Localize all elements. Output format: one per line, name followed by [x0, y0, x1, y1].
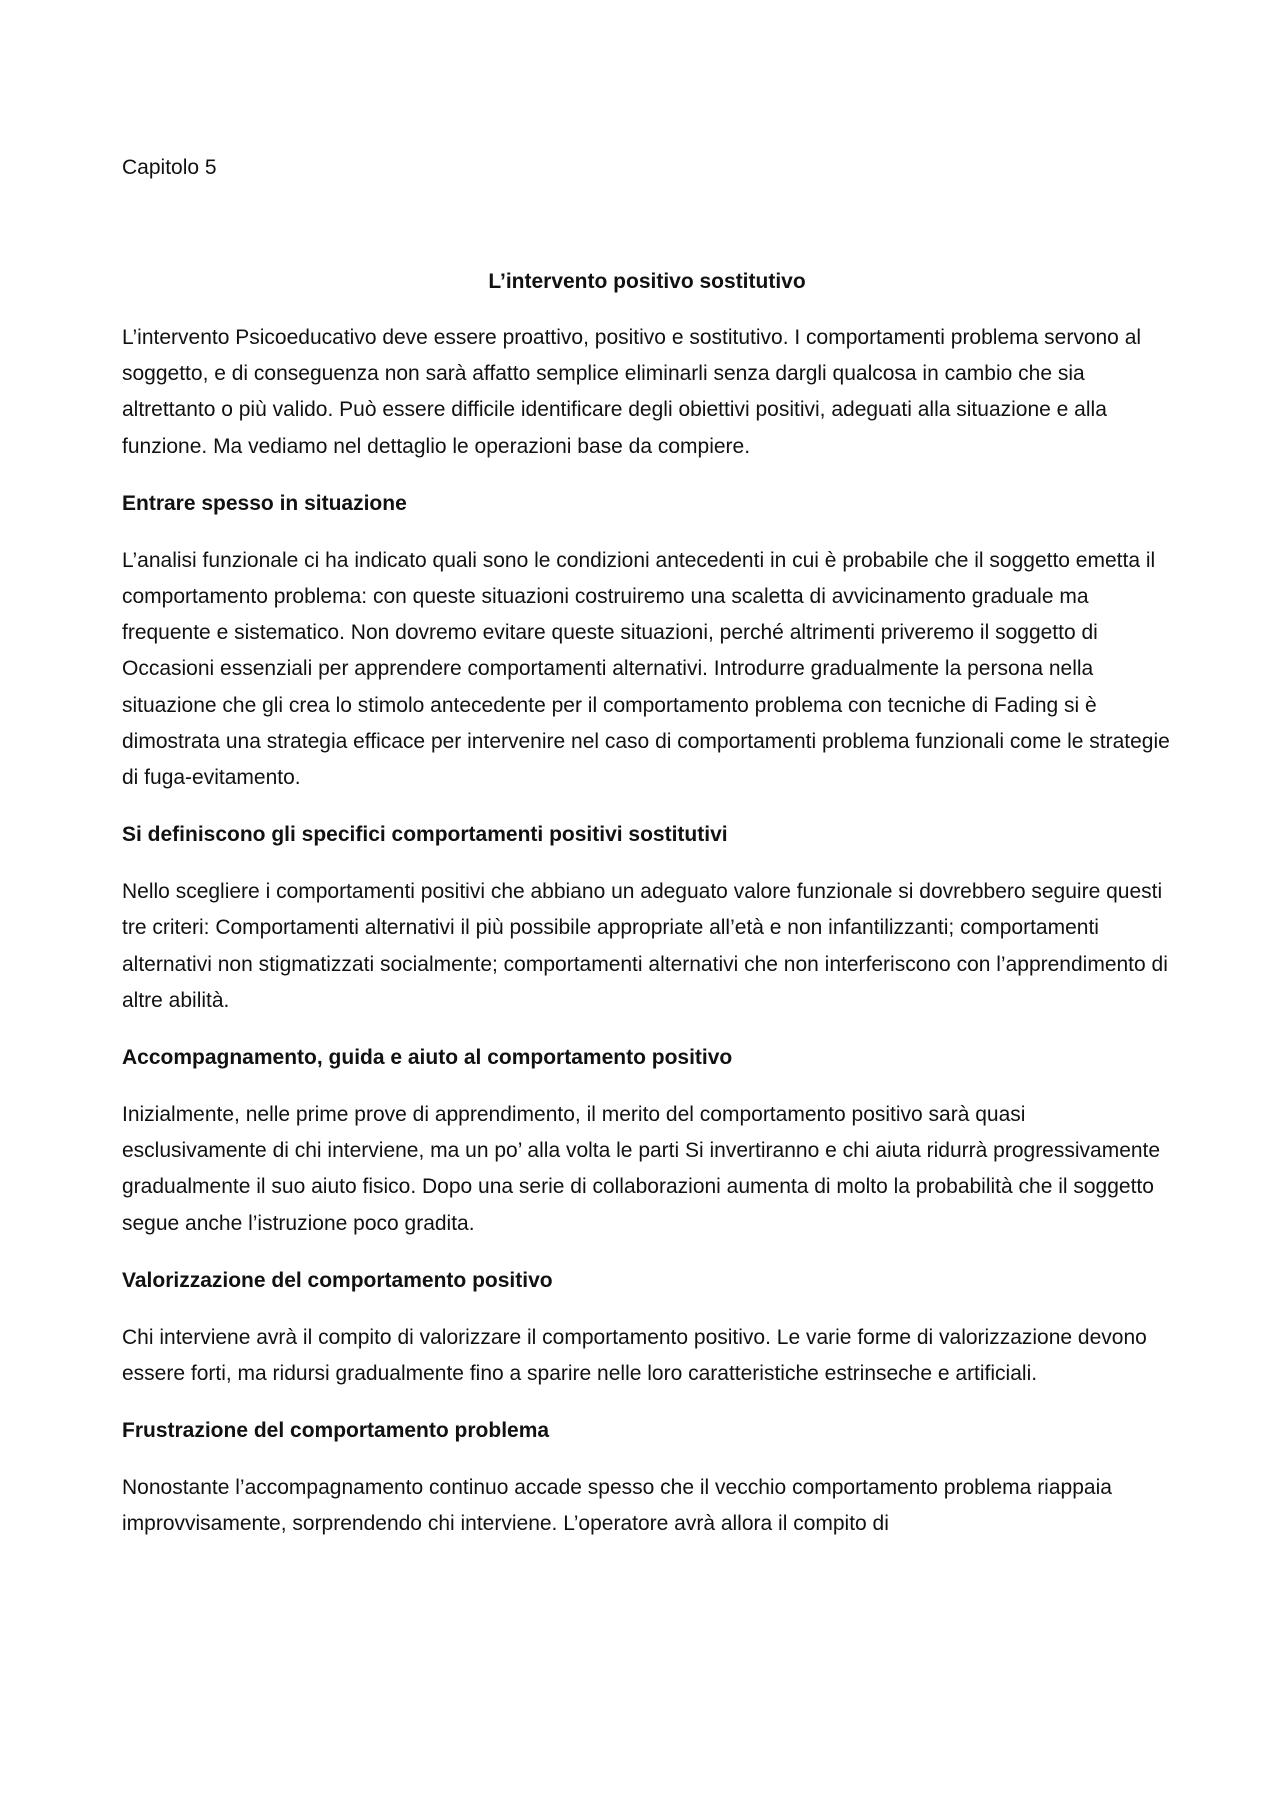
- section-body-comportamenti-sostitutivi: Nello scegliere i comportamenti positivi che abbiano un adeguato valore funzionale si dovrebbero seguire questi tre criteri: Comportamenti alternativi il più possibile appropriate all’età e non infantilizzanti; comportamenti alternativi non stigmatizzati socialmente; comportamenti alternativi che non interferiscono con l’apprendimento di altre abilità.: [122, 880, 1168, 1012]
- section-heading-valorizzazione: Valorizzazione del comportamento positivo: [122, 1268, 553, 1292]
- section-heading-frustrazione: Frustrazione del comportamento problema: [122, 1419, 550, 1443]
- chapter-label: Capitolo 5: [122, 156, 217, 179]
- document-title: L’intervento positivo sostitutivo: [488, 270, 806, 293]
- section-heading-entrare-in-situazione: Entrare spesso in situazione: [122, 491, 407, 515]
- section-heading-accompagnamento: Accompagnamento, guida e aiuto al comportamento positivo: [122, 1046, 733, 1070]
- section-body-accompagnamento: Inizialmente, nelle prime prove di apprendimento, il merito del comportamento positivo sarà quasi esclusivamente di chi interviene, ma un po’ alla volta le parti Si invertiranno e chi aiuta ridurrà progressivamente gradualmente il suo aiuto fisico. Dopo una serie di collaborazioni aumenta di molto la probabilità che il soggetto segue anche l’istruzione poco gradita.: [122, 1103, 1161, 1235]
- document-body: [122, 150, 1172, 1564]
- intro-paragraph: L’intervento Psicoeducativo deve essere proattivo, positivo e sostitutivo. I comportamenti problema servono al soggetto, e di conseguenza non sarà affatto semplice eliminarli senza dargli qualcosa in cambio che sia altrettanto o più valido. Può essere difficile identificare degli obiettivi positivi, adeguati alla situazione e alla funzione. Ma vediamo nel dettaglio le operazioni base da compiere.: [122, 326, 1142, 458]
- section-body-entrare-in-situazione: L’analisi funzionale ci ha indicato quali sono le condizioni antecedenti in cui è probabile che il soggetto emetta il comportamento problema: con queste situazioni costruiremo una scaletta di avvicinamento graduale ma frequente e sistematico. Non dovremo evitare queste situazioni, perché altrimenti priveremo il soggetto di Occasioni essenziali per apprendere comportamenti alternativi. Introdurre gradualmente la persona nella situazione che gli crea lo stimolo antecedente per il comportamento problema con tecniche di Fading si è dimostrata una strategia efficace per intervenire nel caso di comportamenti problema funzionali come le strategie di fuga-evitamento.: [122, 548, 1170, 790]
- section-heading-comportamenti-sostitutivi: Si definiscono gli specifici comportamenti positivi sostitutivi: [122, 823, 728, 847]
- section-body-frustrazione: Nonostante l’accompagnamento continuo accade spesso che il vecchio comportamento problema riappaia improvvisamente, sorprendendo chi interviene. L’operatore avrà allora il compito di: [122, 1476, 1112, 1536]
- section-body-valorizzazione: Chi interviene avrà il compito di valorizzare il comportamento positivo. Le varie forme di valorizzazione devono essere forti, ma ridursi gradualmente fino a sparire nelle loro caratteristiche estrinseche e artificiali.: [122, 1325, 1147, 1386]
